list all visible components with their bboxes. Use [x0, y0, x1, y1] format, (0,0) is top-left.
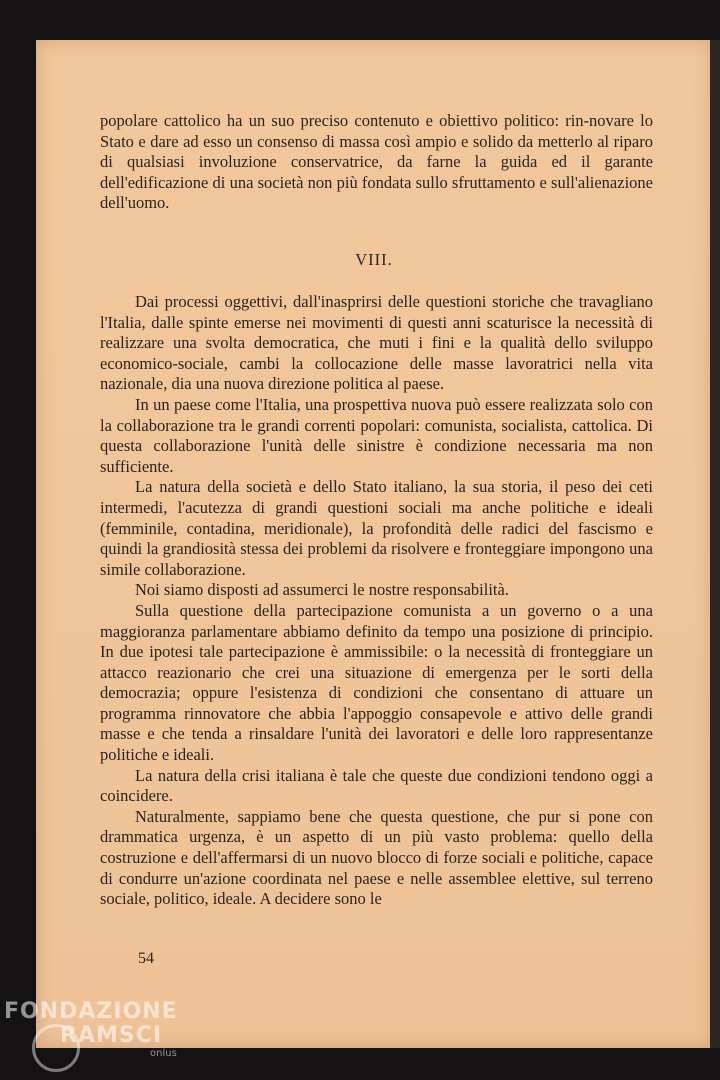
- body-text: [100, 292, 653, 910]
- paragraph: Naturalmente, sappiamo bene che questa questione, che pur si pone con drammatica urgenza, è un aspetto di un più vasto problema: quello della costruzione e dell'affermarsi di un nuovo blocco di forze sociali e politiche, capace di condurre un'azione coordinata nel paese e nelle assemblee elettive, sul terreno sociale, politico, ideale. A decidere sono le: [100, 806, 653, 909]
- paragraph: Dai processi oggettivi, dall'inasprirsi delle questioni storiche che travagliano l'Italia, dalle spinte emerse nei movimenti di questi anni scaturisce la necessità di realizzare una svolta democratica, che muti i fini e la qualità dello sviluppo economico-sociale, cambi la collocazione delle masse lavoratrici nella vita nazionale, dia una nuova direzione politica al paese.: [100, 292, 653, 394]
- paragraph: La natura della società e dello Stato italiano, la sua storia, il peso dei ceti intermedi, l'acutezza di grandi questioni sociali ma anche politiche e ideali (femminile, contadina, meridionale), la profondità delle radici del fascismo e quindi la grandiosità stessa dei problemi da risolvere e fronteggiare impongono una simile collaborazione.: [100, 477, 653, 579]
- paragraph: Noi siamo disposti ad assumerci le nostre responsabilità.: [135, 580, 509, 600]
- watermark-line1: FONDAZIONE: [4, 999, 178, 1024]
- paragraph: La natura della crisi italiana è tale che queste due condizioni tendono oggi a coincidere.: [100, 765, 653, 806]
- watermark-line2: RAMSCI: [60, 1023, 163, 1048]
- page-edge: [710, 40, 720, 1048]
- watermark: [4, 1000, 178, 1060]
- paragraph: In un paese come l'Italia, una prospettiva nuova può essere realizzata solo con la collaborazione tra le grandi correnti popolari: comunista, socialista, cattolica. Di questa collaborazione l'unità delle sinistre è condizione necessaria ma non sufficiente.: [100, 394, 653, 476]
- watermark-sub: onlus: [150, 1048, 177, 1059]
- paragraph: Sulla questione della partecipazione comunista a un governo o a una maggioranza parlamentare abbiamo definito da tempo una posizione di principio. In due ipotesi tale partecipazione è ammissibile: o la necessità di fronteggiare un attacco reazionario che crei una situazione di emergenza per le sorti della democrazia; oppure l'esistenza di condizioni che consentano di attuare un programma rinnovatore che abbia l'appoggio consapevole e attivo delle grandi masse e che tenda a rinsaldare l'unità dei lavoratori e delle loro rappresentanze politiche e ideali.: [100, 600, 653, 765]
- opening-paragraph: popolare cattolico ha un suo preciso contenuto e obiettivo politico: rin-novare lo Stato e dare ad esso un consenso di massa così ampio e solido da metterlo al riparo di qualsiasi involuzione conservatrice, da farne la guida ed il garante dell'edificazione di una società non più fondata sullo sfruttamento e sull'alienazione dell'uomo.: [100, 111, 653, 213]
- page-number: 54: [138, 950, 154, 967]
- section-heading: VIII.: [355, 250, 393, 269]
